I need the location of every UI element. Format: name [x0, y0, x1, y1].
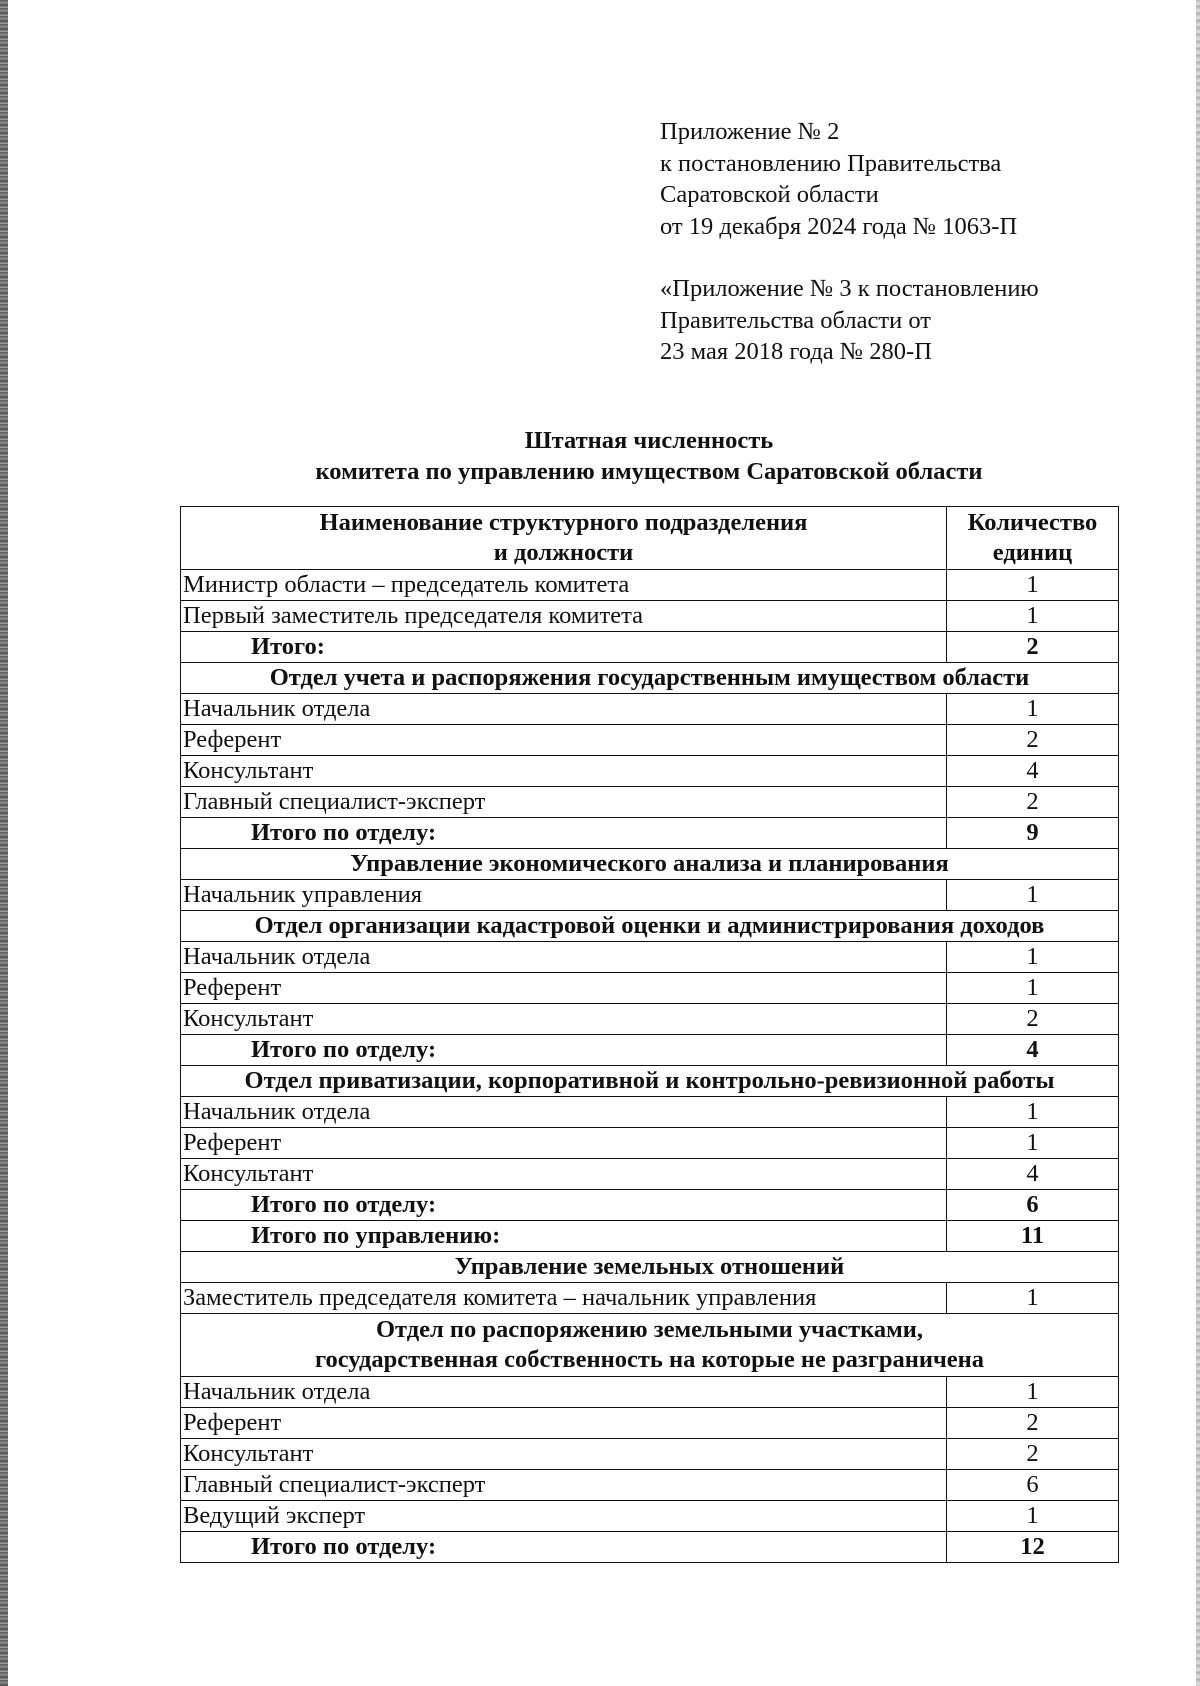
section-title: Отдел приватизации, корпоративной и контрольно-ревизионной работы: [181, 1066, 1119, 1097]
header-subline: 23 мая 2018 года № 280-П: [660, 338, 932, 365]
section-title: [181, 1314, 1119, 1377]
table-row: [181, 601, 1119, 632]
position-name: Заместитель председателя комитета – начальник управления: [181, 1283, 947, 1314]
title-line-1: Штатная численность: [524, 427, 774, 454]
total-label: Итого по отделу:: [181, 1035, 947, 1066]
position-name: Главный специалист-эксперт: [181, 787, 947, 818]
section-row: [181, 849, 1119, 880]
position-count: 1: [947, 1377, 1119, 1408]
position-count: 2: [947, 1004, 1119, 1035]
staff-table-body: [181, 570, 1119, 1563]
position-name: Главный специалист-эксперт: [181, 1470, 947, 1501]
table-row: [181, 570, 1119, 601]
table-row: [181, 1283, 1119, 1314]
table-row: [181, 1501, 1119, 1532]
total-row: [181, 1190, 1119, 1221]
total-count: 2: [947, 632, 1119, 663]
position-name: Референт: [181, 725, 947, 756]
total-row: [181, 818, 1119, 849]
position-name: Консультант: [181, 1159, 947, 1190]
total-label: Итого:: [181, 632, 947, 663]
position-name: Консультант: [181, 1004, 947, 1035]
total-count: 4: [947, 1035, 1119, 1066]
total-count: 11: [947, 1221, 1119, 1252]
position-name: Консультант: [181, 1439, 947, 1470]
table-row: [181, 880, 1119, 911]
column-header-name-line2: и должности: [493, 539, 634, 566]
position-count: 1: [947, 1097, 1119, 1128]
position-name: Референт: [181, 1128, 947, 1159]
position-name: Начальник отдела: [181, 694, 947, 725]
total-row: [181, 1221, 1119, 1252]
scan-edge-left: [0, 0, 8, 1686]
total-row: [181, 632, 1119, 663]
table-row: [181, 694, 1119, 725]
total-label: Итого по отделу:: [181, 1190, 947, 1221]
appendix-header: [660, 116, 1160, 368]
header-subline: «Приложение № 3 к постановлению: [660, 275, 1039, 302]
section-title: Управление земельных отношений: [181, 1252, 1119, 1283]
section-row: [181, 911, 1119, 942]
position-count: 1: [947, 601, 1119, 632]
table-row: [181, 1408, 1119, 1439]
position-count: 1: [947, 880, 1119, 911]
table-row: [181, 1470, 1119, 1501]
position-name: Министр области – председатель комитета: [181, 570, 947, 601]
position-name: Референт: [181, 1408, 947, 1439]
total-count: 12: [947, 1532, 1119, 1563]
position-name: Консультант: [181, 756, 947, 787]
position-name: Начальник отдела: [181, 942, 947, 973]
column-header-count: [947, 507, 1119, 570]
position-count: 4: [947, 756, 1119, 787]
table-row: [181, 1128, 1119, 1159]
table-row: [181, 1097, 1119, 1128]
position-count: 1: [947, 1283, 1119, 1314]
total-label: Итого по отделу:: [181, 818, 947, 849]
section-row: [181, 1314, 1119, 1377]
section-title: Отдел организации кадастровой оценки и администрирования доходов: [181, 911, 1119, 942]
header-gap: [660, 242, 1160, 273]
position-count: 2: [947, 1439, 1119, 1470]
table-header-row: [181, 507, 1119, 570]
position-count: 1: [947, 1501, 1119, 1532]
section-title-line1: Отдел по распоряжению земельными участками,: [375, 1316, 924, 1343]
total-row: [181, 1035, 1119, 1066]
position-count: 1: [947, 973, 1119, 1004]
scan-edge-right: [1196, 0, 1200, 1686]
table-row: [181, 725, 1119, 756]
position-count: 6: [947, 1470, 1119, 1501]
position-count: 2: [947, 787, 1119, 818]
position-name: Референт: [181, 973, 947, 1004]
section-row: [181, 1066, 1119, 1097]
header-subline: Правительства области от: [660, 306, 931, 334]
position-name: Начальник отдела: [181, 1377, 947, 1408]
position-name: Начальник управления: [181, 880, 947, 911]
table-row: [181, 1377, 1119, 1408]
header-line: от 19 декабря 2024 года № 1063-П: [660, 212, 1018, 240]
total-count: 6: [947, 1190, 1119, 1221]
staff-table: [180, 506, 1119, 1563]
table-row: [181, 973, 1119, 1004]
position-count: 1: [947, 694, 1119, 725]
total-row: [181, 1532, 1119, 1563]
total-label: Итого по управлению:: [181, 1221, 947, 1252]
header-line: Саратовской области: [660, 181, 879, 208]
position-count: 1: [947, 570, 1119, 601]
section-title-line2: государственная собственность на которые не разграничена: [314, 1346, 985, 1373]
column-header-count-line1: Количество: [967, 509, 1098, 536]
total-count: 9: [947, 818, 1119, 849]
position-name: Начальник отдела: [181, 1097, 947, 1128]
column-header-count-line2: единиц: [992, 539, 1073, 566]
header-line: Приложение № 2: [660, 118, 840, 145]
total-label: Итого по отделу:: [181, 1532, 947, 1563]
table-row: [181, 1004, 1119, 1035]
section-row: [181, 663, 1119, 694]
position-count: 1: [947, 1128, 1119, 1159]
table-row: [181, 1439, 1119, 1470]
position-name: Первый заместитель председателя комитета: [181, 601, 947, 632]
section-row: [181, 1252, 1119, 1283]
position-count: 2: [947, 1408, 1119, 1439]
header-line: к постановлению Правительства: [660, 149, 1002, 177]
table-row: [181, 1159, 1119, 1190]
document-title: [180, 425, 1118, 487]
position-name: Ведущий эксперт: [181, 1501, 947, 1532]
table-row: [181, 787, 1119, 818]
table-row: [181, 942, 1119, 973]
column-header-name-line1: Наименование структурного подразделения: [319, 509, 808, 536]
section-title: Отдел учета и распоряжения государственным имуществом области: [181, 663, 1119, 694]
section-title: Управление экономического анализа и планирования: [181, 849, 1119, 880]
position-count: 4: [947, 1159, 1119, 1190]
title-line-2: комитета по управлению имуществом Саратовской области: [315, 458, 983, 485]
position-count: 2: [947, 725, 1119, 756]
column-header-name: [181, 507, 947, 570]
position-count: 1: [947, 942, 1119, 973]
table-row: [181, 756, 1119, 787]
